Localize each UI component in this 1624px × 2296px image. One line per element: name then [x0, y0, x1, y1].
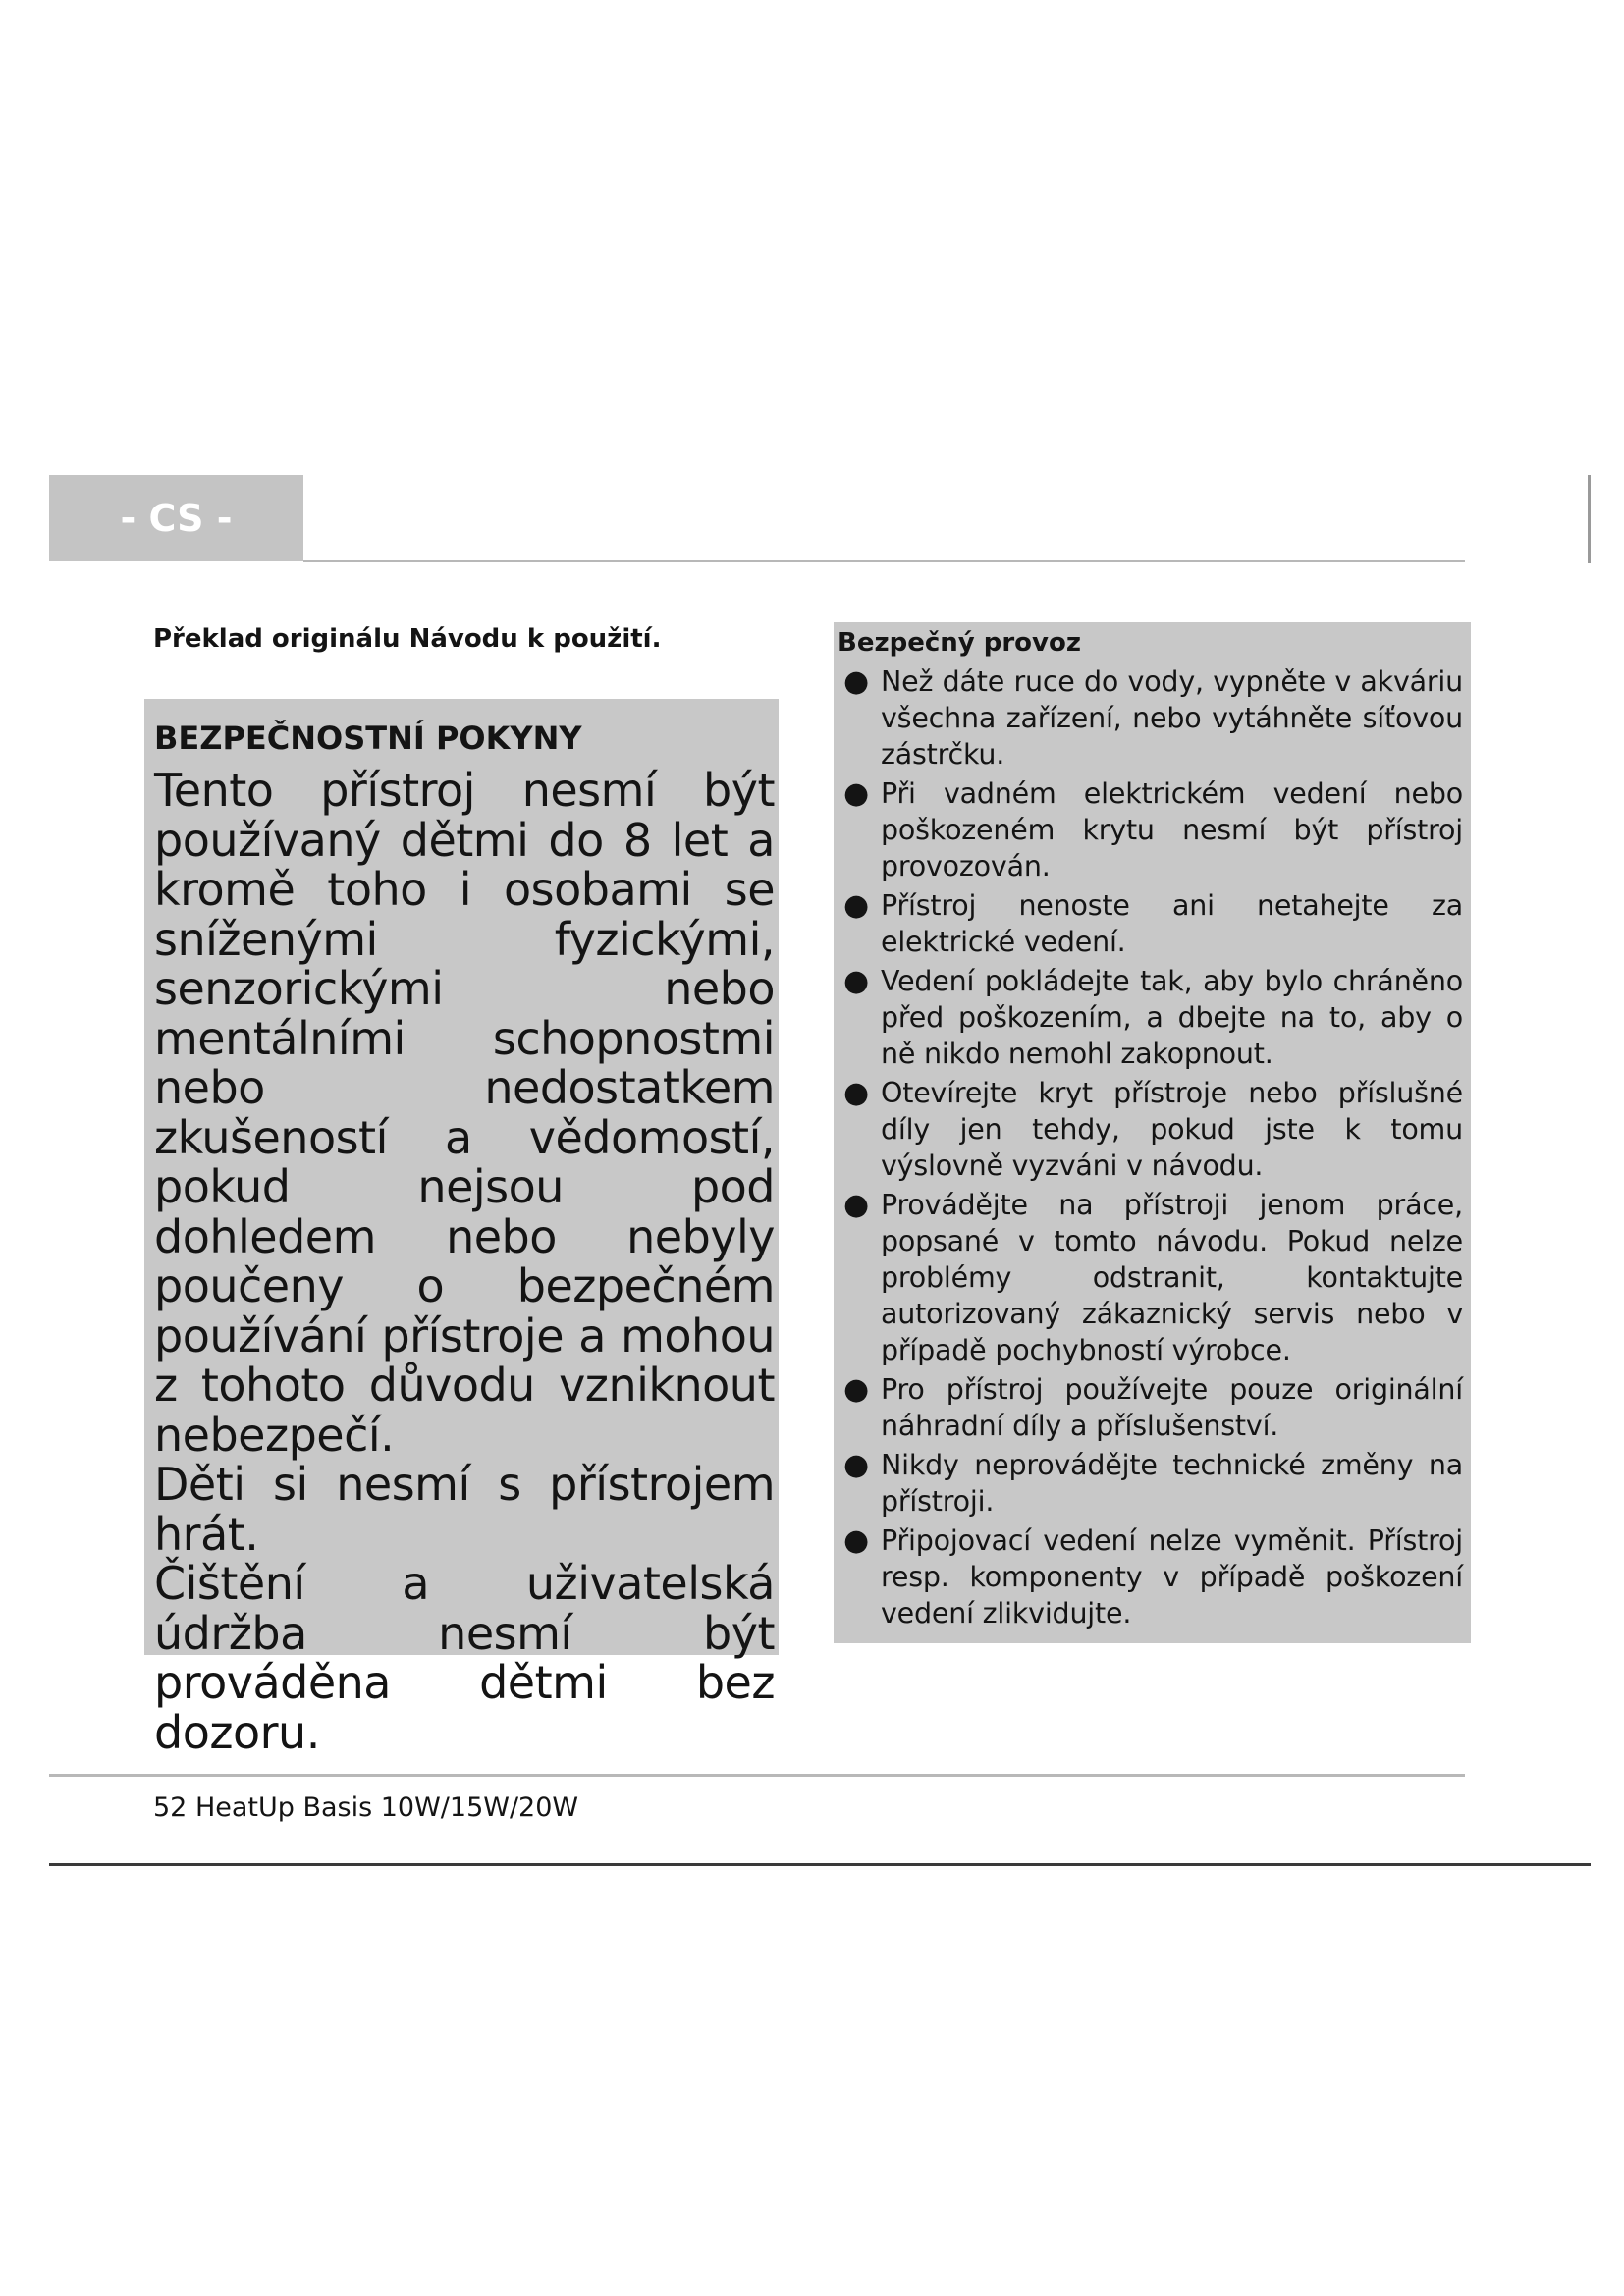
warning-title: BEZPEČNOSTNÍ POKYNY: [154, 720, 582, 757]
list-item: ● Připojovací vedení nelze vyměnit. Přístroj resp. komponenty v případě poškození vedení zlikvidujte.: [843, 1523, 1463, 1629]
bullet-icon: ●: [843, 665, 869, 699]
bullet-icon: ●: [843, 776, 869, 811]
bullet-icon: ●: [843, 1448, 869, 1482]
bullet-icon: ●: [843, 1523, 869, 1558]
list-item: ● Vedení pokládejte tak, aby bylo chráněno před poškozením, a dbejte na to, aby o ně nikdo nemohl zakopnout.: [843, 964, 1463, 1070]
bullet-icon: ●: [843, 1188, 869, 1222]
warning-body: [154, 766, 779, 1757]
header-rule: [303, 560, 1465, 562]
footer-bottom-rule: [49, 1863, 1591, 1866]
bullet-icon: ●: [843, 888, 869, 923]
safe-operation-box: [834, 622, 1471, 1643]
footer-top-rule: [49, 1774, 1465, 1777]
bullet-icon: ●: [843, 1076, 869, 1110]
list-item: ● Nikdy neprovádějte technické změny na přístroji.: [843, 1448, 1463, 1518]
operation-title: Bezpečný provoz: [838, 628, 1081, 658]
bullet-icon: ●: [843, 964, 869, 998]
list-item: ● Při vadném elektrickém vedení nebo poškozeném krytu nesmí být přístroj provozován.: [843, 776, 1463, 882]
warning-paragraph: Čištění a uživatelská údržba nesmí být prováděna dětmi bez dozoru.: [154, 1557, 775, 1759]
bullet-icon: ●: [843, 1372, 869, 1407]
list-item: ● Než dáte ruce do vody, vypněte v akváriu všechna zařízení, nebo vytáhněte síťovou zástrčku.: [843, 665, 1463, 771]
language-tab: - CS -: [49, 475, 303, 561]
footer-page-info: 52 HeatUp Basis 10W/15W/20W: [153, 1792, 579, 1823]
warning-paragraph: Děti si nesmí s přístrojem hrát.: [154, 1458, 775, 1561]
safety-warning-box: [144, 699, 779, 1759]
header-edge-mark: [1588, 475, 1591, 563]
list-item: ● Provádějte na přístroji jenom práce, popsané v tomto návodu. Pokud nelze problémy odstranit, kontaktujte autorizovaný zákaznický servis nebo v případě pochybností výrobce.: [843, 1188, 1463, 1366]
list-item: ● Pro přístroj používejte pouze originální náhradní díly a příslušenství.: [843, 1372, 1463, 1442]
list-item: ● Otevírejte kryt přístroje nebo příslušné díly jen tehdy, pokud jste k tomu výslovně vyzváni v návodu.: [843, 1076, 1463, 1182]
list-item: ● Přístroj nenoste ani netahejte za elektrické vedení.: [843, 888, 1463, 958]
operation-list: [838, 664, 1463, 1631]
warning-paragraph: Tento přístroj nesmí být používaný dětmi do 8 let a kromě toho i osobami se sníženými fyzickými, senzorickými nebo mentálními schopnostmi nebo nedostatkem zkušeností a vědomostí, pokud nejsou pod dohledem nebo nebyly poučeny o bezpečném používání přístroje a mohou z tohoto důvodu vzniknout nebezpečí.: [154, 764, 775, 1462]
intro-text: Překlad originálu Návodu k použití.: [153, 624, 662, 654]
